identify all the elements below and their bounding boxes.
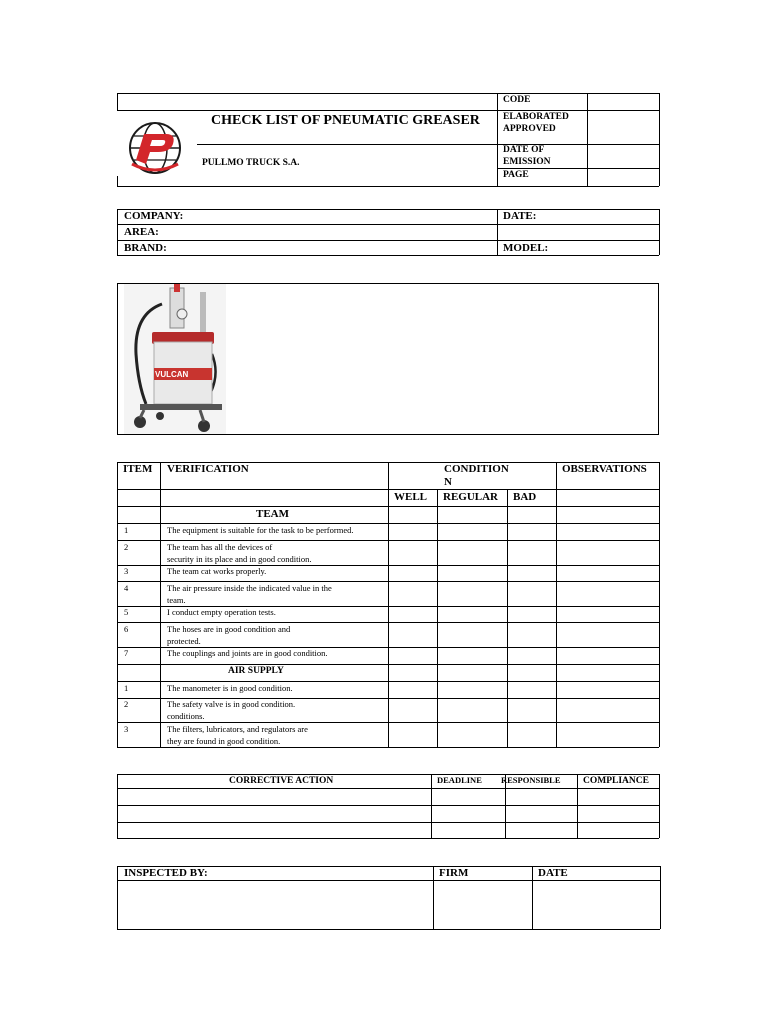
deadline-header: DEADLINE [437,775,482,785]
well-header: WELL [394,491,428,503]
product-brand: VULCAN [155,370,189,379]
code-label: CODE [503,95,531,105]
team-item-number: 2 [124,542,129,552]
team-item-text-cont: protected. [167,636,201,646]
pneumatic-greaser-icon [124,284,226,434]
team-item-text: I conduct empty operation tests. [167,607,276,617]
team-item-text-cont: team. [167,595,186,605]
firm-label: FIRM [439,867,469,879]
team-item-number: 3 [124,566,129,576]
date-of-label: DATE OF [503,145,545,155]
condition-header-wrap: N [444,476,452,488]
company-logo [126,120,184,176]
team-item-number: 4 [124,583,129,593]
air-item-text: The manometer is in good condition. [167,683,293,693]
emission-label: EMISSION [503,157,551,167]
air-item-number: 3 [124,724,129,734]
air-item-text-cont: conditions. [167,711,205,721]
company-field-label: COMPANY: [124,210,184,222]
team-item-number: 7 [124,648,129,658]
air-item-text-cont: they are found in good condition. [167,736,281,746]
elaborated-label: ELABORATED [503,112,569,122]
globe-logo-icon [126,120,184,176]
approved-label: APPROVED [503,124,556,134]
bad-header: BAD [513,491,537,503]
team-item-text: The air pressure inside the indicated value in the [167,583,332,593]
air-item-number: 2 [124,699,129,709]
team-item-text: The hoses are in good condition and [167,624,291,634]
condition-header: CONDITION [444,463,509,475]
brand-field-label: BRAND: [124,242,167,254]
model-field-label: MODEL: [503,242,549,254]
team-item-text: The team has all the devices of [167,542,273,552]
air-item-text: The filters, lubricators, and regulators are [167,724,308,734]
greaser-image [124,284,226,434]
air-item-text: The safety valve is in good condition. [167,699,296,709]
team-item-number: 6 [124,624,129,634]
responsible-header: RESPONSIBLE [501,775,561,785]
item-header: ITEM [123,463,153,475]
date-label: DATE [538,867,568,879]
compliance-header: COMPLIANCE [583,776,649,786]
section-air-supply: AIR SUPPLY [228,666,284,676]
air-item-number: 1 [124,683,129,693]
team-item-number: 5 [124,607,129,617]
area-field-label: AREA: [124,226,159,238]
team-item-number: 1 [124,525,129,535]
company-name: PULLMO TRUCK S.A. [202,158,300,168]
inspected-by-label: INSPECTED BY: [124,867,208,879]
team-item-text: The couplings and joints are in good condition. [167,648,328,658]
date-field-label: DATE: [503,210,537,222]
section-team: TEAM [256,508,289,520]
page-label: PAGE [503,170,529,180]
verification-header: VERIFICATION [167,463,249,475]
regular-header: REGULAR [443,491,499,503]
observations-header: OBSERVATIONS [562,463,647,475]
corrective-action-header: CORRECTIVE ACTION [229,776,334,786]
page-title: CHECK LIST OF PNEUMATIC GREASER [211,113,480,128]
team-item-text: The team cat works properly. [167,566,267,576]
team-item-text-cont: security in its place and in good condition. [167,554,312,564]
team-item-text: The equipment is suitable for the task to be performed. [167,525,354,535]
